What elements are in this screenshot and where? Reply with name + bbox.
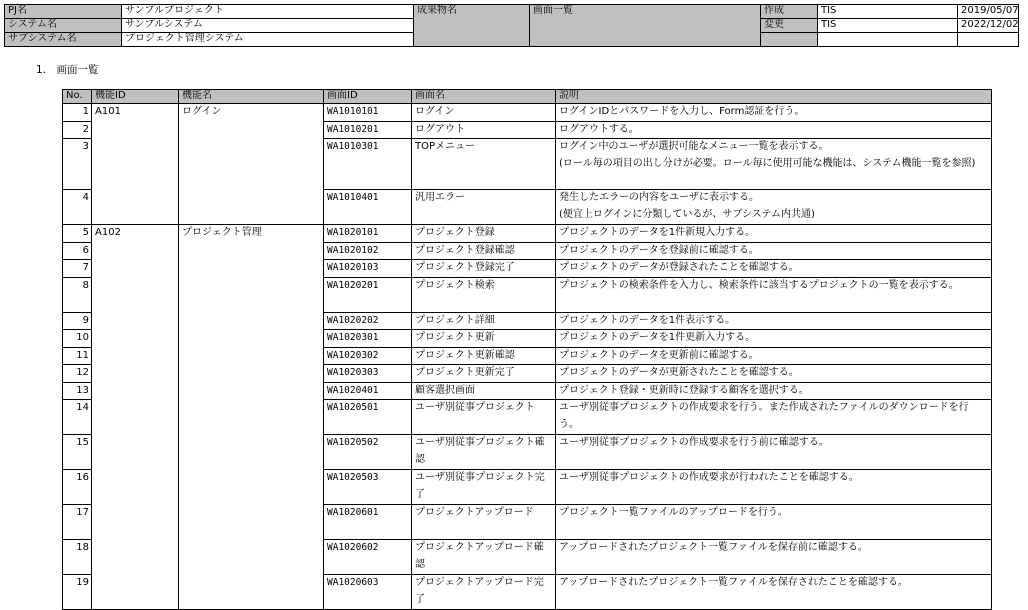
column-header: 画面名 <box>412 90 556 104</box>
function-id-cell <box>92 312 179 330</box>
row-number: 15 <box>63 435 92 470</box>
function-id-cell <box>92 190 179 225</box>
description-cell: ログイン中のユーザが選択可能なメニュー一覧を表示する。 (ロール毎の項目の出し分けが必要。ロール毎に使用可能な機能は、システム機能一覧を参照) <box>556 139 992 190</box>
table-row <box>63 347 992 365</box>
column-header: 画面ID <box>324 90 412 104</box>
table-row <box>63 400 992 435</box>
screen-id-cell: WA1020502 <box>324 435 412 470</box>
function-id-cell <box>92 277 179 312</box>
screen-name-cell: プロジェクト検索 <box>412 277 556 312</box>
row-number: 6 <box>63 242 92 260</box>
screen-name-cell: TOPメニュー <box>412 139 556 190</box>
column-header: 説明 <box>556 90 992 104</box>
function-name-cell <box>179 277 324 312</box>
screen-name-cell: プロジェクトアップロード確認 <box>412 540 556 575</box>
function-name-cell <box>179 382 324 400</box>
function-id-cell <box>92 400 179 435</box>
column-header: 機能名 <box>179 90 324 104</box>
screen-name-cell: プロジェクト登録完了 <box>412 260 556 278</box>
table-row <box>63 382 992 400</box>
empty-cell <box>761 33 818 47</box>
description-cell: プロジェクト登録・更新時に登録する顧客を選択する。 <box>556 382 992 400</box>
function-name-cell <box>179 190 324 225</box>
subsystem-label: サブシステム名 <box>5 33 122 47</box>
screen-id-cell: WA1020103 <box>324 260 412 278</box>
screen-name-cell: 汎用エラー <box>412 190 556 225</box>
table-row <box>63 242 992 260</box>
screen-name-cell: 顧客選択画面 <box>412 382 556 400</box>
function-id-cell <box>92 575 179 610</box>
function-name-cell <box>179 505 324 540</box>
function-name-cell <box>179 242 324 260</box>
function-name-cell <box>179 400 324 435</box>
screen-id-cell: WA1010101 <box>324 104 412 122</box>
description-cell: プロジェクトのデータを1件表示する。 <box>556 312 992 330</box>
function-id-cell: A101 <box>92 104 179 122</box>
screen-name-cell: ユーザ別従事プロジェクト確認 <box>412 435 556 470</box>
function-id-cell <box>92 382 179 400</box>
screen-id-cell: WA1020201 <box>324 277 412 312</box>
description-cell: プロジェクトのデータを1件新規入力する。 <box>556 225 992 243</box>
row-number: 18 <box>63 540 92 575</box>
function-id-cell <box>92 330 179 348</box>
function-name-cell <box>179 121 324 139</box>
description-cell: プロジェクトのデータを更新前に確認する。 <box>556 347 992 365</box>
description-cell: アップロードされたプロジェクト一覧ファイルを保存されたことを確認する。 <box>556 575 992 610</box>
screen-name-cell: ログイン <box>412 104 556 122</box>
description-cell: 発生したエラーの内容をユーザに表示する。 (便宜上ログインに分類しているが、サブシステム内共通) <box>556 190 992 225</box>
screen-name-cell: プロジェクトアップロード完了 <box>412 575 556 610</box>
screen-name-cell: プロジェクト詳細 <box>412 312 556 330</box>
row-number: 11 <box>63 347 92 365</box>
pj-value: サンプルプロジェクト <box>122 5 414 19</box>
pj-label: PJ名 <box>5 5 122 19</box>
table-row <box>63 277 992 312</box>
row-number: 9 <box>63 312 92 330</box>
system-label: システム名 <box>5 19 122 33</box>
row-number: 7 <box>63 260 92 278</box>
table-row <box>63 330 992 348</box>
screen-id-cell: WA1020401 <box>324 382 412 400</box>
description-cell: プロジェクトのデータを1件更新入力する。 <box>556 330 992 348</box>
function-id-cell <box>92 242 179 260</box>
function-name-cell <box>179 540 324 575</box>
function-name-cell <box>179 470 324 505</box>
description-cell: プロジェクトのデータが更新されたことを確認する。 <box>556 365 992 383</box>
table-row <box>63 575 992 610</box>
screen-name-cell: プロジェクトアップロード <box>412 505 556 540</box>
screen-name-cell: プロジェクト更新完了 <box>412 365 556 383</box>
description-cell: ユーザ別従事プロジェクトの作成要求が行われたことを確認する。 <box>556 470 992 505</box>
screen-id-cell: WA1020302 <box>324 347 412 365</box>
screen-id-cell: WA1010201 <box>324 121 412 139</box>
created-date: 2019/05/07 <box>958 5 1019 19</box>
row-number: 14 <box>63 400 92 435</box>
description-cell: ユーザ別従事プロジェクトの作成要求を行う。また作成されたファイルのダウンロードを行う。 <box>556 400 992 435</box>
description-cell: アップロードされたプロジェクト一覧ファイルを保存前に確認する。 <box>556 540 992 575</box>
updated-label: 変更 <box>761 19 818 33</box>
description-cell: ログアウトする。 <box>556 121 992 139</box>
function-name-cell <box>179 347 324 365</box>
function-name-cell <box>179 330 324 348</box>
row-number: 13 <box>63 382 92 400</box>
function-id-cell <box>92 347 179 365</box>
row-number: 3 <box>63 139 92 190</box>
created-label: 作成 <box>761 5 818 19</box>
subsystem-value: プロジェクト管理システム <box>122 33 414 47</box>
deliverable-value: 画面一覧 <box>530 5 761 47</box>
row-number: 2 <box>63 121 92 139</box>
function-id-cell <box>92 139 179 190</box>
function-id-cell <box>92 540 179 575</box>
table-row <box>63 365 992 383</box>
table-row <box>63 312 992 330</box>
description-cell: プロジェクト一覧ファイルのアップロードを行う。 <box>556 505 992 540</box>
row-number: 19 <box>63 575 92 610</box>
function-name-cell <box>179 435 324 470</box>
column-header: 機能ID <box>92 90 179 104</box>
screen-id-cell: WA1020603 <box>324 575 412 610</box>
function-name-cell: ログイン <box>179 104 324 122</box>
screen-id-cell: WA1020503 <box>324 470 412 505</box>
function-id-cell <box>92 435 179 470</box>
row-number: 5 <box>63 225 92 243</box>
column-header: No. <box>63 90 92 104</box>
screen-name-cell: ユーザ別従事プロジェクト <box>412 400 556 435</box>
function-id-cell <box>92 260 179 278</box>
table-row <box>63 104 992 122</box>
deliverable-label: 成果物名 <box>414 5 530 47</box>
function-id-cell: A102 <box>92 225 179 243</box>
row-number: 1 <box>63 104 92 122</box>
description-cell: ユーザ別従事プロジェクトの作成要求を行う前に確認する。 <box>556 435 992 470</box>
empty-cell <box>958 33 1019 47</box>
table-row <box>63 260 992 278</box>
screen-id-cell: WA1010301 <box>324 139 412 190</box>
section-title: 1. 画面一覧 <box>36 64 99 76</box>
function-id-cell <box>92 121 179 139</box>
table-row <box>63 139 992 190</box>
function-name-cell <box>179 260 324 278</box>
function-name-cell: プロジェクト管理 <box>179 225 324 243</box>
screen-name-cell: プロジェクト登録確認 <box>412 242 556 260</box>
screen-name-cell: プロジェクト更新確認 <box>412 347 556 365</box>
row-number: 12 <box>63 365 92 383</box>
system-value: サンプルシステム <box>122 19 414 33</box>
row-number: 16 <box>63 470 92 505</box>
function-name-cell <box>179 365 324 383</box>
updated-by: TIS <box>818 19 958 33</box>
row-number: 4 <box>63 190 92 225</box>
screen-name-cell: プロジェクト登録 <box>412 225 556 243</box>
description-cell: プロジェクトの検索条件を入力し、検索条件に該当するプロジェクトの一覧を表示する。 <box>556 277 992 312</box>
table-row <box>63 505 992 540</box>
screen-id-cell: WA1020102 <box>324 242 412 260</box>
function-name-cell <box>179 575 324 610</box>
table-row <box>63 540 992 575</box>
row-number: 17 <box>63 505 92 540</box>
function-name-cell <box>179 139 324 190</box>
screen-id-cell: WA1020202 <box>324 312 412 330</box>
description-cell: プロジェクトのデータを登録前に確認する。 <box>556 242 992 260</box>
empty-cell <box>818 33 958 47</box>
row-number: 8 <box>63 277 92 312</box>
screen-id-cell: WA1010401 <box>324 190 412 225</box>
function-id-cell <box>92 505 179 540</box>
function-id-cell <box>92 470 179 505</box>
screen-id-cell: WA1020301 <box>324 330 412 348</box>
function-id-cell <box>92 365 179 383</box>
description-cell: プロジェクトのデータが登録されたことを確認する。 <box>556 260 992 278</box>
table-row <box>63 121 992 139</box>
screen-id-cell: WA1020101 <box>324 225 412 243</box>
document-header <box>4 4 1019 47</box>
table-row <box>63 435 992 470</box>
screen-list-table <box>62 89 992 610</box>
screen-name-cell: ユーザ別従事プロジェクト完了 <box>412 470 556 505</box>
created-by: TIS <box>818 5 958 19</box>
screen-id-cell: WA1020602 <box>324 540 412 575</box>
screen-id-cell: WA1020601 <box>324 505 412 540</box>
screen-name-cell: プロジェクト更新 <box>412 330 556 348</box>
screen-name-cell: ログアウト <box>412 121 556 139</box>
row-number: 10 <box>63 330 92 348</box>
updated-date: 2022/12/02 <box>958 19 1019 33</box>
table-header-row <box>63 90 992 104</box>
screen-id-cell: WA1020303 <box>324 365 412 383</box>
screen-id-cell: WA1020501 <box>324 400 412 435</box>
description-cell: ログインIDとパスワードを入力し、Form認証を行う。 <box>556 104 992 122</box>
function-name-cell <box>179 312 324 330</box>
table-row <box>63 470 992 505</box>
table-row <box>63 225 992 243</box>
table-row <box>63 190 992 225</box>
